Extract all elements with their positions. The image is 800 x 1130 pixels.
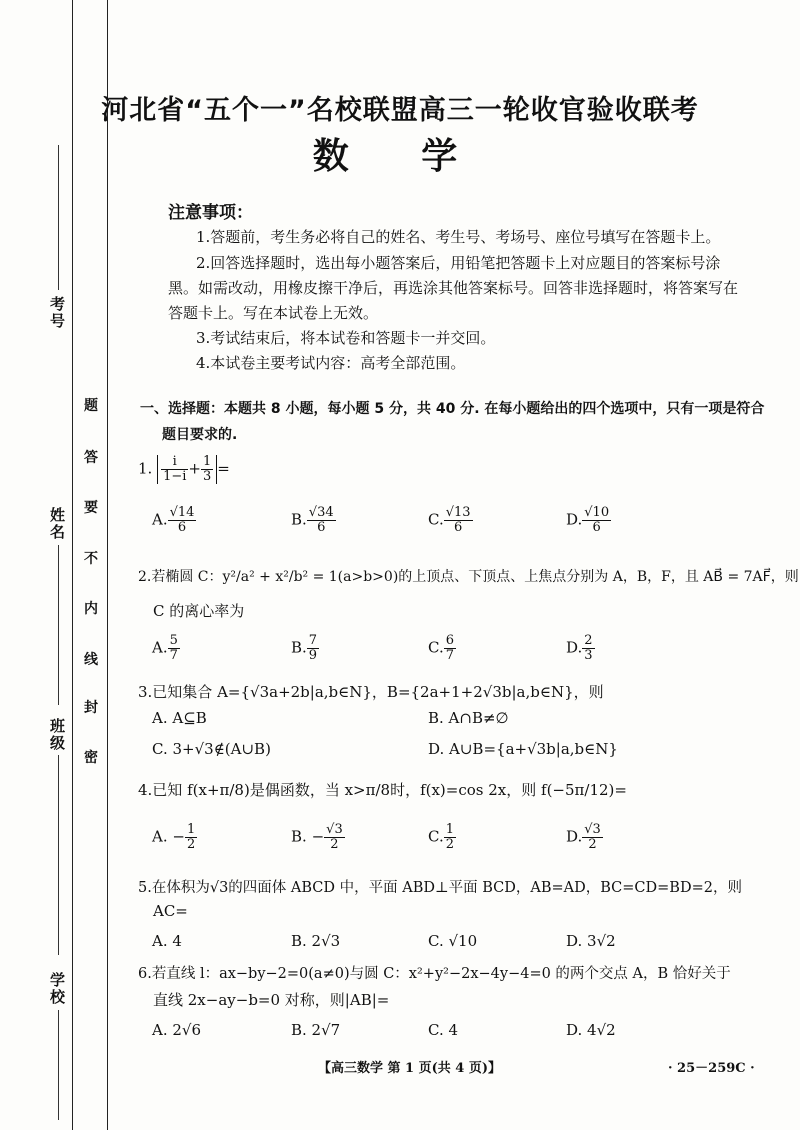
question-4: 4.已知 f(x+π/8)是偶函数，当 x>π/8时，f(x)=cos 2x，则 f(−5π/12)= xyxy=(138,781,627,799)
notice-line: 4.本试卷主要考试内容：高考全部范围。 xyxy=(196,354,466,372)
q2-option-d[interactable]: D. $\frac{2}{3}$ xyxy=(566,633,593,663)
q1-option-c[interactable]: C. $\frac{√13}{6}$ xyxy=(428,505,471,535)
q4-option-b[interactable]: B. − $\frac{√3}{2}$ xyxy=(291,822,343,852)
question-6: 6.若直线 l：ax−by−2=0(a≠0)与圆 C：x²+y²−2x−4y−4=0 的两个交点 A，B 恰好关于 xyxy=(138,966,731,982)
banji-field[interactable] xyxy=(58,755,59,955)
seal-char: 不 xyxy=(84,551,98,567)
seal-char: 线 xyxy=(84,652,98,668)
xingming-field[interactable] xyxy=(58,545,59,705)
q5-option-d[interactable]: D. 3√2 xyxy=(566,932,616,950)
notice-line: 2.回答选择题时，选出每小题答案后，用铅笔把答题卡上对应题目的答案标号涂 xyxy=(196,254,721,272)
question-2: 2.若椭圆 C：y²/a² + x²/b² = 1(a>b>0)的上顶点、下顶点、上焦点分别为 A，B，F，且 AB⃗ = 7AF⃗，则 xyxy=(138,569,799,585)
paper-code: · 25－259C · xyxy=(668,1061,755,1076)
notice-line: 黑。如需改动，用橡皮擦干净后，再选涂其他答案标号。回答非选择题时，将答案写在 xyxy=(168,279,739,297)
question-1: 1. $\frac{i}{1-i}$ + $\frac{1}{3}$ = xyxy=(138,454,230,484)
q6-option-b[interactable]: B. 2√7 xyxy=(291,1021,341,1039)
q6-option-c[interactable]: C. 4 xyxy=(428,1021,459,1039)
seal-char: 要 xyxy=(84,500,98,516)
seal-char: 封 xyxy=(84,700,98,716)
question-2-cont: C 的离心率为 xyxy=(153,602,245,620)
q6-option-d[interactable]: D. 4√2 xyxy=(566,1021,616,1039)
q5-option-c[interactable]: C. √10 xyxy=(428,932,478,950)
exam-title: 河北省“五个一”名校联盟高三一轮收官验收联考 xyxy=(101,95,699,126)
q4-option-a[interactable]: A. − $\frac{1}{2}$ xyxy=(152,822,196,852)
q5-option-b[interactable]: B. 2√3 xyxy=(291,932,341,950)
question-3: 3.已知集合 A={√3a+2b|a,b∈N}，B={2a+1+2√3b|a,b∈N}，则 xyxy=(138,683,604,701)
q3-option-d[interactable]: D. A∪B={a+√3b|a,b∈N} xyxy=(428,740,618,758)
q1-option-b[interactable]: B. $\frac{√34}{6}$ xyxy=(291,505,334,535)
q1-option-a[interactable]: A. $\frac{√14}{6}$ xyxy=(152,505,195,535)
seal-char: 内 xyxy=(84,601,98,617)
q3-option-b[interactable]: B. A∩B≠∅ xyxy=(428,709,509,727)
seal-char: 题 xyxy=(84,398,98,414)
xingming-label: 姓名 xyxy=(48,507,66,541)
question-5: 5.在体积为√3的四面体 ABCD 中，平面 ABD⊥平面 BCD，AB=AD，BC=CD=BD=2，则 xyxy=(138,880,742,896)
q2-option-c[interactable]: C. $\frac{6}{7}$ xyxy=(428,633,454,663)
q3-option-c[interactable]: C. 3+√3∉(A∪B) xyxy=(152,740,271,758)
q4-option-d[interactable]: D. $\frac{√3}{2}$ xyxy=(566,822,601,852)
q5-option-a[interactable]: A. 4 xyxy=(152,932,182,950)
kaohao-label: 考号 xyxy=(48,296,66,330)
q3-option-a[interactable]: A. A⊆B xyxy=(152,709,207,727)
section-heading-cont: 题目要求的. xyxy=(162,427,238,443)
q1-option-d[interactable]: D. $\frac{√10}{6}$ xyxy=(566,505,610,535)
notice-heading: 注意事项： xyxy=(168,203,253,223)
q2-option-b[interactable]: B. $\frac{7}{9}$ xyxy=(291,633,318,663)
page-footer: 【高三数学 第 1 页(共 4 页)】 xyxy=(318,1061,502,1076)
section-heading: 一、选择题：本题共 8 小题，每小题 5 分，共 40 分. 在每小题给出的四个选项中，只有一项是符合 xyxy=(140,401,765,417)
q2-option-a[interactable]: A. $\frac{5}{7}$ xyxy=(152,633,178,663)
q4-option-c[interactable]: C. $\frac{1}{2}$ xyxy=(428,822,454,852)
q6-option-a[interactable]: A. 2√6 xyxy=(152,1021,202,1039)
question-5-cont: AC= xyxy=(153,902,188,920)
seal-char: 答 xyxy=(84,450,98,466)
question-6-cont: 直线 2x−ay−b=0 对称，则|AB|= xyxy=(153,991,390,1009)
notice-line: 1.答题前，考生务必将自己的姓名、考生号、考场号、座位号填写在答题卡上。 xyxy=(196,228,721,246)
subject-title: 数 学 xyxy=(312,136,488,177)
xuexiao-label: 学校 xyxy=(48,972,66,1006)
xuexiao-field[interactable] xyxy=(58,1010,59,1120)
seal-char: 密 xyxy=(84,750,98,766)
notice-line: 3.考试结束后，将本试卷和答题卡一并交回。 xyxy=(196,329,496,347)
notice-line: 答题卡上。写在本试卷上无效。 xyxy=(168,304,379,322)
banji-label: 班级 xyxy=(48,718,66,752)
